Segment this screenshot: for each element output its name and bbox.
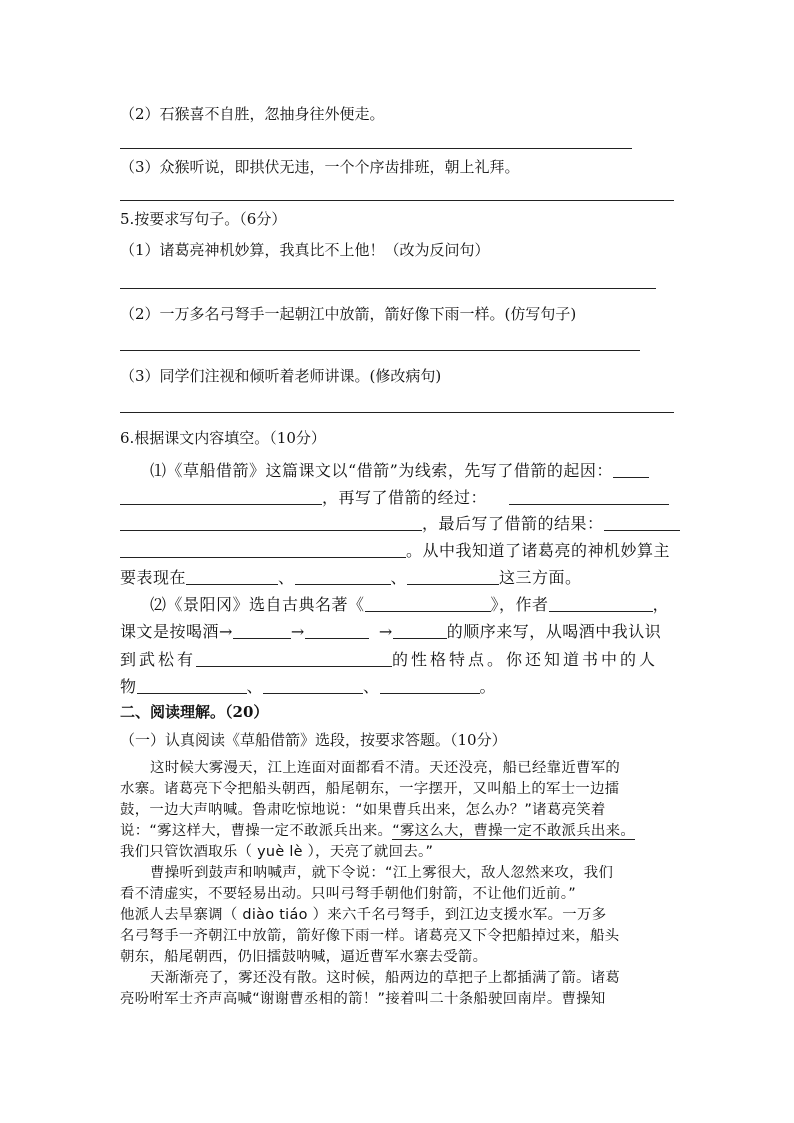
q6-p1-line3 (120, 512, 680, 534)
fill-blank[interactable] (120, 486, 322, 505)
fill-blank[interactable] (120, 512, 422, 531)
fill-blank[interactable] (233, 620, 291, 639)
passage-line: 曹操听到鼓声和呐喊声，就下令说：“江上雾很大，敌人忽然来攻，我们 (150, 865, 614, 881)
underlined-sentence: “雾这么大，曹操一定不敢派兵出来。 (392, 823, 636, 839)
passage-line: 说：“雾这样大，曹操一定不敢派兵出来。“雾这么大，曹操一定不敢派兵出来。 (120, 823, 636, 839)
q6-p2-text: 课文是按喝酒→ (120, 622, 233, 641)
q4-item-2: （2）石猴喜不自胜，忽抽身往外便走。 (120, 105, 385, 123)
q6-p2-text: 物 (120, 677, 137, 696)
q6-p2-text: ⑵《景阳冈》选自古典名著 (150, 595, 349, 614)
fill-blank[interactable] (380, 675, 480, 694)
q6-p2-line4: 物 、 、 。 (120, 677, 497, 696)
answer-line[interactable] (120, 288, 656, 289)
q6-p1-text: 。从中我知道了诸葛亮的神机妙算主 (406, 541, 671, 560)
fill-blank[interactable] (137, 675, 247, 694)
passage-line: 水寨。诸葛亮下令把船头朝西，船尾朝东，一字摆开，又叫船上的军士一边擂 (120, 781, 620, 797)
q5-item-2: （2）一万多名弓弩手一起朝江中放箭，箭好像下雨一样。(仿写句子) (120, 305, 577, 323)
q6-p1-text: ，再写了借箭的经过： (322, 488, 488, 507)
answer-line[interactable] (120, 200, 674, 201)
fill-blank[interactable] (263, 675, 363, 694)
q6-p2-line2: 课文是按喝酒→ → → 的顺序来写，从喝酒中我认识 (120, 622, 662, 641)
reading-passage (120, 758, 676, 1010)
q6-p1-line2 (120, 486, 669, 508)
fill-blank[interactable] (407, 566, 499, 585)
q6-p1-text: ⑴《草船借箭》这篇课文以“借箭”为线索，先写了借箭的起因： (150, 461, 613, 480)
passage-line: 我们只管饮酒取乐（ yuè lè ），天亮了就回去。” (120, 844, 434, 860)
fill-blank[interactable] (393, 620, 447, 639)
q6-p2-text: 的顺序来写，从喝酒中我认识 (446, 622, 662, 641)
section-2-part-1: （一）认真阅读《草船借箭》选段，按要求答题。（10分） (120, 731, 507, 749)
fill-blank[interactable] (613, 459, 649, 478)
q6-title: 6.根据课文内容填空。（10分） (120, 429, 326, 447)
fill-blank[interactable] (305, 620, 369, 639)
q6-p2-line1: ⑵《景阳冈》选自古典名著《 》，作者 ， (150, 595, 670, 614)
q4-item-3: （3）众猴听说，即拱伏无违，一个个序齿排班，朝上礼拜。 (120, 158, 520, 176)
passage-line: 他派人去旱寨调（ diào tiáo ）来六千名弓弩手，到江边支援水军。一万多 (120, 907, 607, 923)
passage-line: 看不清虚实，不要轻易出动。只叫弓弩手朝他们射箭，不让他们近前。” (120, 886, 576, 902)
passage-line: 鼓，一边大声呐喊。鲁肃吃惊地说：“如果曹兵出来，怎么办？”诸葛亮笑着 (120, 802, 606, 818)
passage-line: 这时候大雾漫天，江上连面对面都看不清。天还没亮，船已经靠近曹军的 (150, 760, 621, 776)
q6-p2-text: 到武松有 (120, 650, 197, 669)
q6-p1-line1 (150, 459, 649, 481)
q6-p2-text: ，作者 (499, 595, 549, 614)
q5-title: 5.按要求写句子。（6分） (120, 210, 287, 228)
q6-p2-line3 (120, 648, 658, 670)
fill-blank[interactable] (295, 566, 391, 585)
fill-blank[interactable] (509, 486, 669, 505)
fill-blank[interactable] (196, 648, 392, 667)
q6-p1-line5: 要表现在 、 、 这三方面。 (120, 568, 582, 587)
q6-p1-line4 (120, 539, 670, 561)
fill-blank[interactable] (604, 512, 680, 531)
q6-p1-text: 要表现在 (120, 568, 187, 587)
q5-item-3: （3）同学们注视和倾听着老师讲课。(修改病句) (120, 367, 442, 385)
q5-item-1: （1）诸葛亮神机妙算，我真比不上他！（改为反问句） (120, 241, 490, 259)
q6-p2-text: 的性格特点。你还知道书中的人 (392, 650, 659, 669)
answer-line[interactable] (120, 412, 674, 413)
fill-blank[interactable] (365, 593, 491, 612)
answer-line[interactable] (120, 350, 640, 351)
q6-p1-text: 这三方面。 (499, 568, 582, 587)
fill-blank[interactable] (549, 593, 653, 612)
passage-line: 天渐渐亮了，雾还没有散。这时候，船两边的草把子上都插满了箭。诸葛 (150, 970, 621, 986)
answer-line[interactable] (120, 148, 632, 149)
passage-line: 名弓弩手一齐朝江中放箭，箭好像下雨一样。诸葛亮又下令把船掉过来，船头 (120, 928, 620, 944)
fill-blank[interactable] (120, 539, 406, 558)
fill-blank[interactable] (186, 566, 278, 585)
passage-line: 亮吩咐军士齐声高喊“谢谢曹丞相的箭！”接着叫二十条船驶回南岸。曹操知 (120, 991, 606, 1007)
passage-line: 朝东，船尾朝西，仍旧擂鼓呐喊，逼近曹军水寨去受箭。 (120, 949, 488, 965)
section-2-title: 二、阅读理解。（20） (120, 703, 269, 721)
q6-p1-text: ，最后写了借箭的结果： (422, 514, 604, 533)
